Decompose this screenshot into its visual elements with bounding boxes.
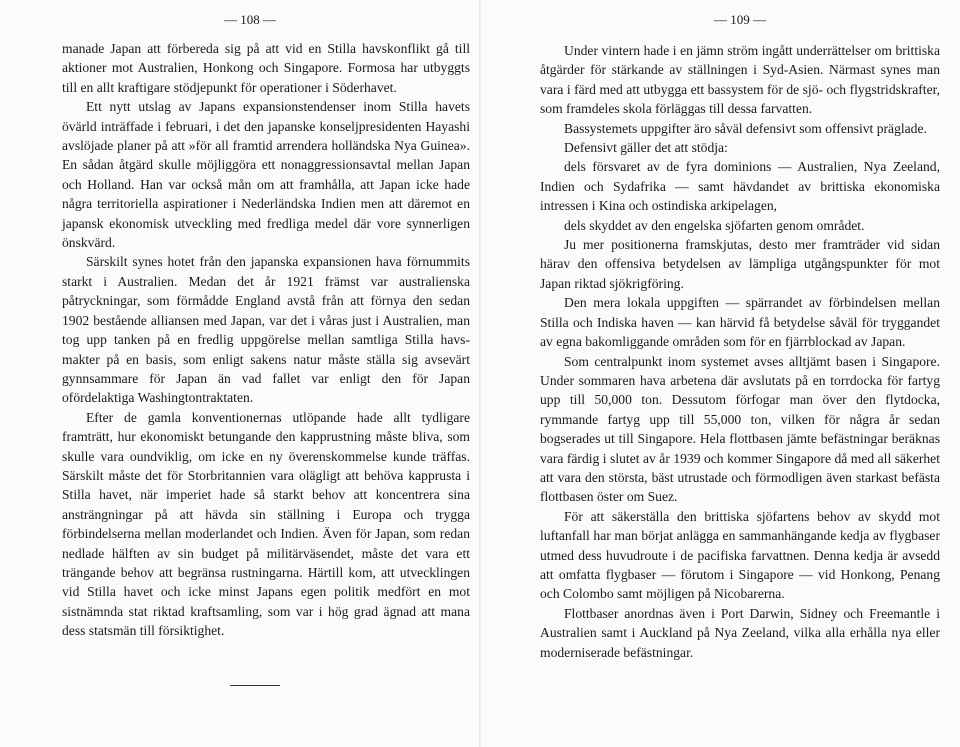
paragraph: Ett nytt utslag av Japans expansionstendenser inom Stilla havets övärld inträffade i februari, i det den japanske konseljpresidenten Hayashi avslöjade planer på att »för all framtid arrendera holländska Nya Guinea». En sådan åtgärd skulle möjliggöra ett nonaggressionsavtal mellan Japan och Holland. Han var också mån om att framhålla, att Japan icke hade några territoriella aspirationer i Nederländska Indien men att däremot en japansk ekonomisk utveckling med fredliga medel där vore synnerligen önskvärd. xyxy=(62,99,470,251)
paragraph: Flottbaser anordnas även i Port Darwin, Sidney och Freemantle i Australien samt i Auckland på Nya Zeeland, vilka alla erhålla nya eller moderniserade befästningar. xyxy=(540,605,940,660)
paragraph: Ju mer positionerna framskjutas, desto mer framträder vid sidan härav den offensiva betydelsen av lämpliga utgångspunkter för mot Japan riktad sjökrigföring. xyxy=(540,237,940,291)
paragraph: Särskilt synes hotet från den japanska expansionen hava förnummits starkt i Australien. Medan det år 1921 främst var australienska påtryckningar, som förmådde England avstå från att förnya den sedan 1902 bestående alliansen med Japan, var det i våras just i Australien, man tog upp tanken på en fredlig uppgörelse mellan samtliga Stilla havs-makter på en basis, som enligt sakens natur måste ställa sig avsevärt gynnsammare för Japan än vad fallet var enligt den för Japan ofördelaktiga Washingtontraktaten. xyxy=(62,254,470,406)
right-page xyxy=(480,0,960,747)
right-page-body xyxy=(540,41,940,662)
left-page-body xyxy=(62,39,470,641)
paragraph: dels försvaret av de fyra dominions — Australien, Nya Zeeland, Indien och Sydafrika — samt hävdandet av brittiska ekonomiska intressen i Kina och ostindiska arkipelagen, xyxy=(540,159,940,214)
section-end-rule xyxy=(230,685,280,686)
paragraph: Bassystemets uppgifter äro såväl defensivt som offensivt präglade. xyxy=(564,120,927,136)
paragraph: För att säkerställa den brittiska sjöfartens behov av skydd mot luftanfall har man börjat anlägga en sammanhängande kedja av flygbaser utmed dess huvudroute i de pacifiska farvattnen. Denna kedja är avsedd att omfatta flygbaser — förutom i Singapore — vid Honkong, Penang och Colombo samt möjligen på Nicobarerna. xyxy=(540,508,940,602)
page-number: — 109 — xyxy=(714,12,766,27)
paragraph: Defensivt gäller det att stödja: xyxy=(564,140,728,156)
paragraph: Den mera lokala uppgiften — spärrandet av förbindelsen mellan Stilla och Indiska haven — kan härvid få betydelse såväl för tryggandet av egna bakomliggande områden som för en fjärrblockad av Japan. xyxy=(540,295,940,350)
paragraph: Under vintern hade i en jämn ström ingått underrättelser om brittiska åtgärder för stärkande av ställningen i Syd-Asien. Närmast synes man vara i färd med att utbygga ett bassystem för de sjö- och flygstridskrafter, som framdeles skola förläggas till dessa farvatten. xyxy=(540,43,940,117)
paragraph: Efter de gamla konventionernas utlöpande hade allt tydligare framträtt, hur ekonomiskt betungande den kapprustning måste bliva, som skulle vara oundviklig, om icke en ny överenskommelse kunde träffas. Särskilt måste det för Storbritannien vara olägligt att behöva kapprusta i Stilla havet, när imperiet hade så starkt behov att koncentrera sina ansträngningar på att hävda sin ställning i Europa och trygga förbindelserna mellan moderlandet och Indien. Även för Japan, som redan nedlade hälften av sin budget på militärväsendet, måste det vara ett trängande behov att begränsa rustningarna. Härtill kom, att utvecklingen vid Stilla havet och icke minst Japans egen politik medfört en mot sistnämnda stat riktad kraftsamling, som var i hög grad ägnad att mana dess statsmän till försiktighet. xyxy=(62,409,470,639)
paragraph: dels skyddet av den engelska sjöfarten genom området. xyxy=(564,217,865,233)
paragraph: manade Japan att förbereda sig på att vid en Stilla havskonflikt gå till aktioner mot Australien, Honkong och Singapore. Formosa har utbyggts till en allt kraftigare stödjepunkt för operationer i Söderhavet. xyxy=(62,41,470,95)
paragraph: Som centralpunkt inom systemet avses alltjämt basen i Singapore. Under sommaren hava arbetena där avslutats på en torrdocka för fartyg upp till 50,000 ton. Dessutom förfogar man över den flytdocka, rymmande fartyg upp till 55,000 ton, vilken för några år sedan bogserades ut till Singapore. Hela flottbasen jämte befästningar beräknas vara färdig i slutet av år 1939 och kommer Singapore då med all säkerhet att vara den största, bäst utrustade och förmodligen även starkast befästa flottbasen öster om Suez. xyxy=(540,353,940,505)
page-number: — 108 — xyxy=(224,12,276,27)
